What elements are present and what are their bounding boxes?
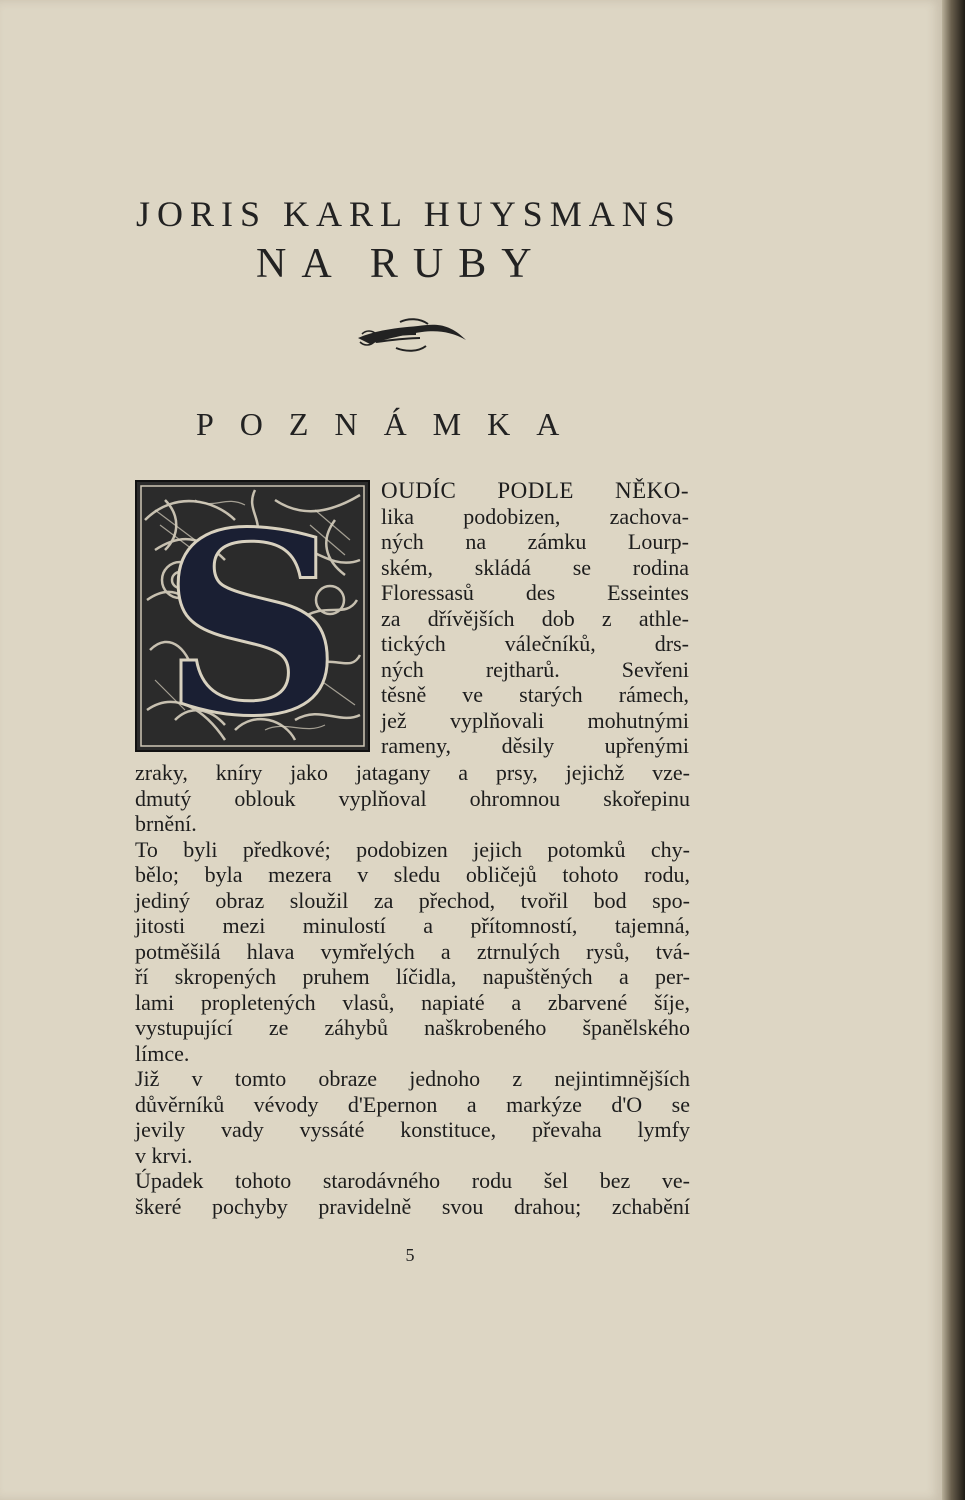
text-line: Floressasů des Esseintes — [381, 580, 689, 605]
text-line: To byli předkové; podobizen jejich potomků chy- — [135, 836, 690, 862]
text-line: bělo; byla mezera v sledu obličejů tohoto rodu, — [135, 862, 690, 887]
text-line: důvěrníků vévody d'Epernon a markýze d'O se — [135, 1091, 690, 1117]
text-line: OUDÍC PODLE NĚKO- — [381, 478, 689, 503]
text-line: těsně ve starých rámech, — [381, 682, 689, 707]
text-line: jevily vady vyssáté konstituce, převaha lymfy — [135, 1117, 690, 1142]
section-heading: POZNÁMKA — [196, 406, 586, 442]
text-line: tických válečníků, drs- — [381, 631, 689, 656]
page-edge — [942, 0, 965, 1500]
text-line: ných rejtharů. Sevřeni — [381, 656, 689, 682]
initial-letter: S — [161, 480, 343, 752]
text-line: škeré pochyby pravidelně svou drahou; zchabění — [135, 1193, 690, 1219]
text-line: jež vyplňovali mohutnými — [381, 707, 689, 733]
book-title: NA RUBY — [256, 241, 547, 287]
text-line: jitosti mezi minulostí a přítomností, tajemná, — [135, 913, 690, 938]
text-line: Již v tomto obraze jednoho z nejintimnějších — [135, 1066, 690, 1091]
text-line: rameny, děsily upřenými — [381, 733, 689, 758]
ornament-icon — [356, 316, 470, 356]
decorated-initial-s — [135, 480, 370, 752]
text-line: lami propletených vlasů, napiaté a zbarvené šíje, — [135, 989, 690, 1015]
text-line: zraky, kníry jako jatagany a prsy, jejichž vze- — [135, 760, 690, 785]
text-line: potměšilá hlava vymřelých a ztrnulých rysů, tvá- — [135, 938, 690, 964]
text-line: brnění. — [135, 811, 197, 836]
text-line: vystupující ze záhybů naškrobeného španělského — [135, 1015, 690, 1040]
text-line: límce. — [135, 1040, 190, 1066]
text-beside-initial — [381, 478, 689, 759]
text-line: za dřívějších dob z athle- — [381, 605, 689, 631]
text-line: jediný obraz sloužil za přechod, tvořil bod spo- — [135, 887, 690, 913]
text-line: Úpadek tohoto starodávného rodu šel bez ve- — [135, 1168, 690, 1193]
body-text — [135, 760, 690, 1219]
text-line: v krvi. — [135, 1142, 193, 1168]
text-line: dmutý oblouk vyplňoval ohromnou skořepinu — [135, 785, 690, 811]
text-line: ných na zámku Lourp- — [381, 529, 689, 554]
page-number: 5 — [405, 1245, 415, 1265]
author-name: JORIS KARL HUYSMANS — [136, 194, 682, 234]
text-line: lika podobizen, zachova- — [381, 503, 689, 529]
text-line: ří skropených pruhem líčidla, napuštěných a per- — [135, 964, 690, 989]
text-line: ském, skládá se rodina — [381, 554, 689, 580]
